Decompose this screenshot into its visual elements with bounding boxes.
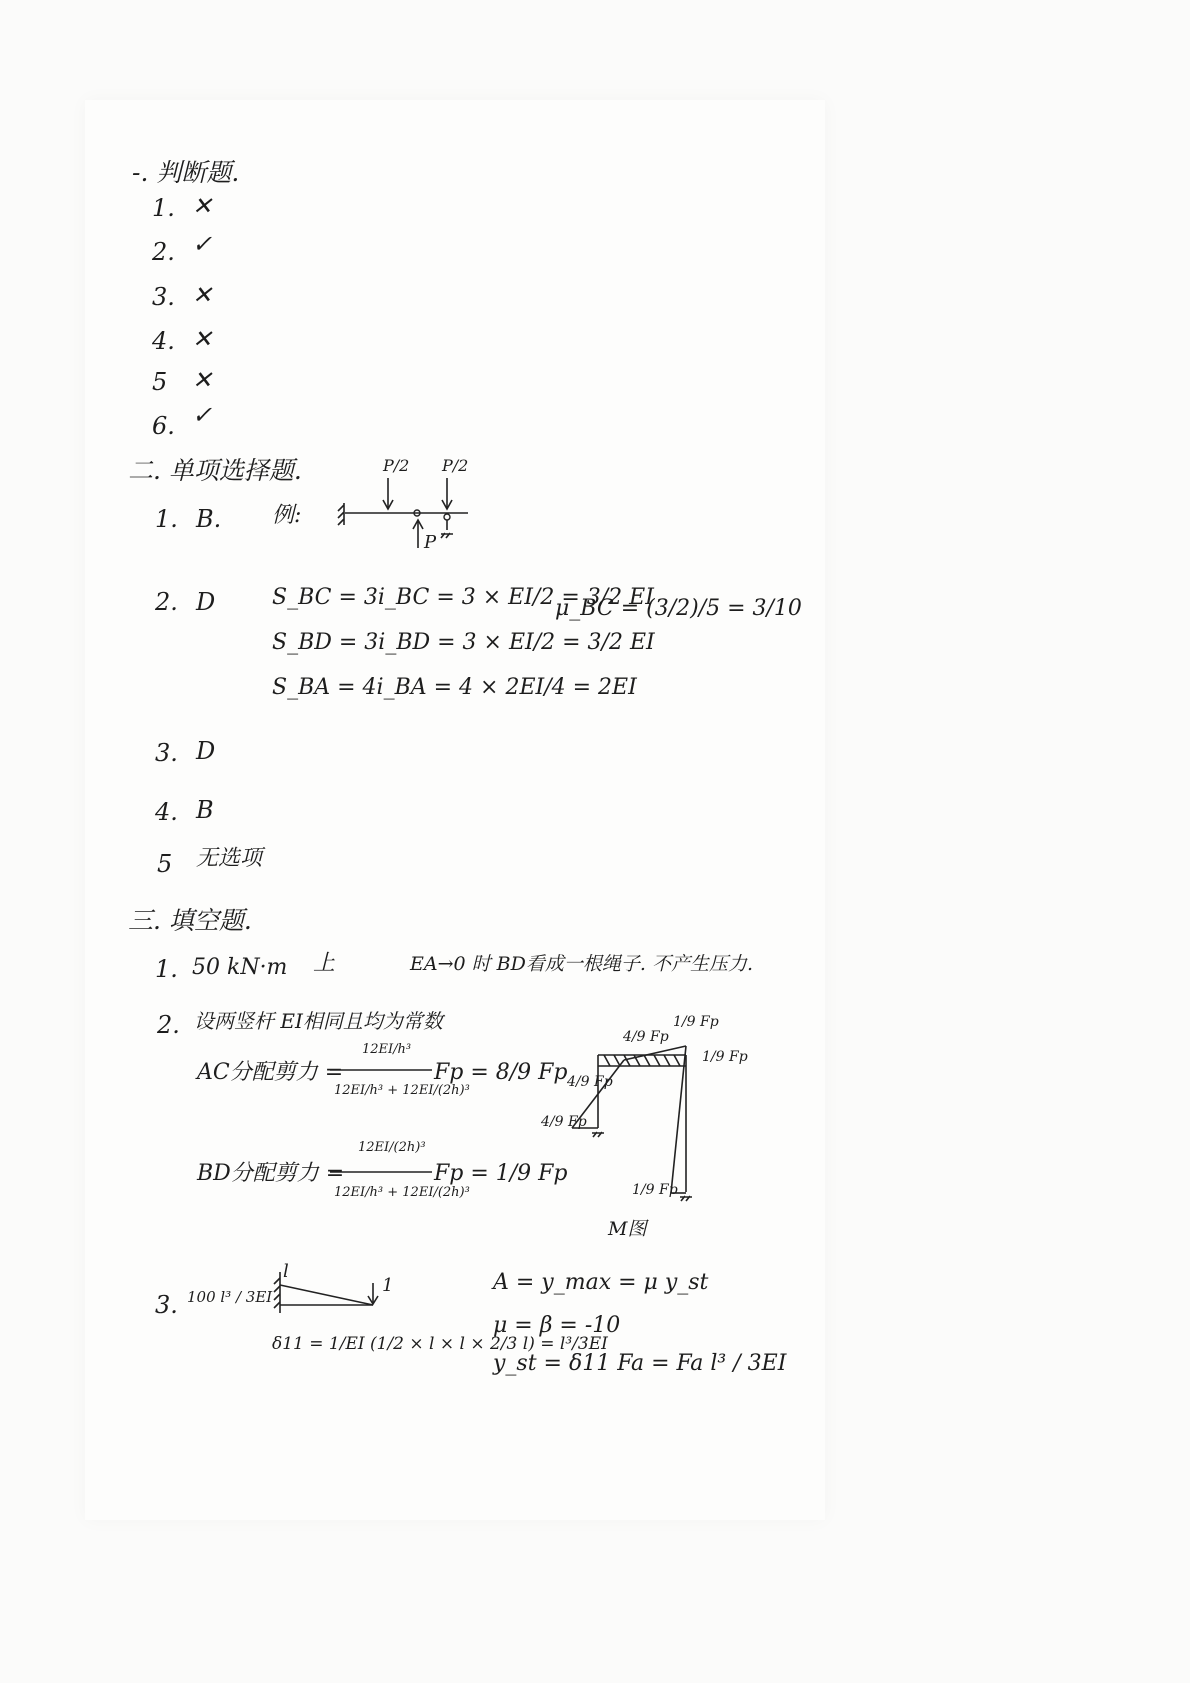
m-label-right-joint: 1/9 Fp [702,1049,748,1065]
delta11-equation: δ11 = 1/EI (1/2 × l × l × 2/3 l) = l³/3EI [272,1334,608,1354]
ac-shear-result: Fp = 8/9 Fp [434,1060,568,1085]
s2-q1-num: 1. [155,505,178,533]
s1-item1-mark: ✕ [192,192,213,220]
beam-load-right: P/2 [442,456,469,475]
s1-item5-mark: ✕ [192,366,213,394]
m-label-left-joint: 4/9 Fp [567,1074,613,1090]
s3-q3-num: 3. [155,1291,178,1319]
bd-shear-label: BD分配剪力 = [197,1161,345,1186]
s2-q4-num: 4. [155,798,178,826]
bd-numerator: 12EI/(2h)³ [358,1140,426,1155]
s1-item6-num: 6. [152,412,175,440]
m-label-right-base: 1/9 Fp [632,1182,678,1198]
s-bd-equation: S_BD = 3i_BD = 3 × EI/2 = 3/2 EI [272,630,655,655]
mu-equation: μ = β = -10 [493,1313,621,1338]
mu-bc-equation: μ_BC = (3/2)/5 = 3/10 [555,596,802,621]
m-diagram-caption: M图 [608,1218,647,1240]
s-ba-equation: S_BA = 4i_BA = 4 × 2EI/4 = 2EI [272,675,637,700]
s1-item4-mark: ✕ [192,325,213,353]
s2-q2-num: 2. [155,588,178,616]
s1-item1-num: 1. [152,194,175,222]
section1-heading: -. 判断题. [132,158,240,187]
cantilever-left-label: l [283,1261,289,1282]
s3-q1-num: 1. [155,955,178,983]
m-label-left-base: 4/9 Fp [541,1114,587,1130]
s2-q5-num: 5 [157,850,173,878]
s3-q3-answer: 100 l³ / 3EI [187,1288,273,1306]
s2-q5-answer: 无选项 [196,846,263,871]
ac-denominator: 12EI/h³ + 12EI/(2h)³ [334,1083,470,1098]
beam-load-left: P/2 [383,456,410,475]
section3-heading: 三. 填空题. [128,906,252,935]
m-label-top-right: 1/9 Fp [673,1014,719,1030]
s2-q4-answer: B [196,796,214,824]
s1-item2-num: 2. [152,238,175,266]
s2-q1-example-label: 例: [272,503,302,528]
s3-q2-num: 2. [157,1011,180,1039]
s1-item4-num: 4. [152,327,175,355]
s3-q1-value: 50 kN·m [192,955,288,980]
s1-item5-num: 5 [152,368,168,396]
cantilever-right-label: 1 [382,1275,394,1296]
bd-shear-result: Fp = 1/9 Fp [434,1161,568,1186]
s3-q2-assumption: 设两竖杆 EI相同且均为常数 [194,1009,443,1033]
ac-shear-label: AC分配剪力 = [197,1060,344,1085]
ac-numerator: 12EI/h³ [362,1042,412,1057]
s1-item6-mark: ✓ [192,401,213,429]
m-label-top-left: 4/9 Fp [623,1029,669,1045]
bd-denominator: 12EI/h³ + 12EI/(2h)³ [334,1185,470,1200]
s3-q1-direction: 上 [313,951,336,976]
section2-heading: 二. 单项选择题. [128,456,302,485]
yst-equation: y_st = δ11 Fa = Fa l³ / 3EI [493,1351,787,1376]
s1-item3-mark: ✕ [192,281,213,309]
s1-item2-mark: ✓ [192,230,213,258]
beam-reaction: P [424,532,437,553]
a-equation: A = y_max = μ y_st [493,1270,709,1295]
s2-q3-answer: D [196,737,216,765]
s3-q1-note: EA→0 时 BD看成一根绳子. 不产生压力. [410,953,753,975]
s2-q3-num: 3. [155,739,178,767]
s2-q1-answer: B. [196,505,222,533]
s1-item3-num: 3. [152,283,175,311]
s-bc-equation: S_BC = 3i_BC = 3 × EI/2 = 3/2 EI [272,585,654,610]
s2-q2-answer: D [196,588,216,616]
